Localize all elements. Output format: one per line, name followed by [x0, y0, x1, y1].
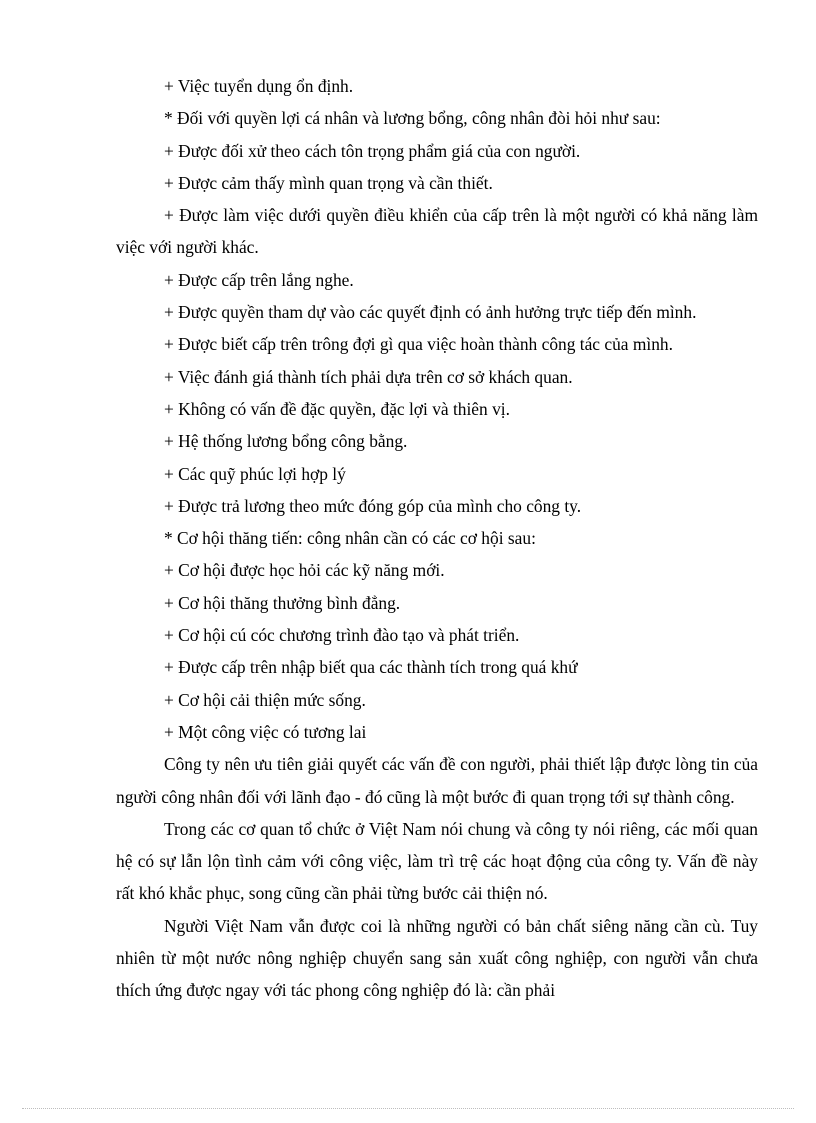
list-item: + Cơ hội được học hỏi các kỹ năng mới. — [164, 560, 445, 581]
list-item: + Được cấp trên nhập biết qua các thành tích trong quá khứ — [164, 657, 578, 678]
section-heading: * Cơ hội thăng tiến: công nhân cần có các cơ hội sau: — [164, 528, 536, 549]
list-item-wrapped: + Được làm việc dưới quyền điều khiển của cấp trên là một người có khả năng làm việc với người khác. — [116, 205, 758, 258]
list-item: + Cơ hội thăng thưởng bình đẳng. — [164, 592, 401, 613]
body-paragraph: Trong các cơ quan tổ chức ở Việt Nam nói chung và công ty nói riêng, các mối quan hệ có sự lẫn lộn tình cảm với công việc, làm trì trệ các hoạt động của công ty. Vấn đề này rất khó khắc phục, song cũng cần phải từng bước cải thiện nó. — [116, 818, 758, 904]
list-item: + Không có vấn đề đặc quyền, đặc lợi và thiên vị. — [164, 398, 510, 419]
document-page — [116, 70, 758, 1007]
page-footer-divider — [22, 1108, 794, 1109]
section-heading: * Đối với quyền lợi cá nhân và lương bổng, công nhân đòi hỏi như sau: — [164, 108, 661, 129]
list-item: + Được trả lương theo mức đóng góp của mình cho công ty. — [164, 495, 582, 516]
body-paragraph: Người Việt Nam vẫn được coi là những người có bản chất siêng năng cần cù. Tuy nhiên từ một nước nông nghiệp chuyển sang sản xuất công nghiệp, con người vẫn chưa thích ứng được ngay với tác phong công nghiệp đó là: cần phải — [116, 915, 758, 1001]
body-paragraph: Công ty nên ưu tiên giải quyết các vấn đề con người, phải thiết lập được lòng tin của người công nhân đối với lãnh đạo - đó cũng là một bước đi quan trọng tới sự thành công. — [116, 754, 758, 807]
list-item: + Một công việc có tương lai — [164, 721, 367, 742]
list-item: + Các quỹ phúc lợi hợp lý — [164, 463, 346, 484]
list-item: + Được quyền tham dự vào các quyết định có ảnh hưởng trực tiếp đến mình. — [164, 302, 697, 323]
list-item: + Cơ hội cải thiện mức sống. — [164, 689, 366, 710]
list-item: + Hệ thống lương bổng công bằng. — [164, 431, 408, 452]
list-item: + Được đối xử theo cách tôn trọng phẩm giá của con người. — [164, 140, 581, 161]
list-item: + Được cấp trên lắng nghe. — [164, 269, 354, 290]
list-item: + Việc tuyển dụng ổn định. — [164, 76, 354, 96]
list-item: + Được biết cấp trên trông đợi gì qua việc hoàn thành công tác của mình. — [164, 334, 673, 355]
list-item: + Được cảm thấy mình quan trọng và cần thiết. — [164, 172, 493, 193]
list-item: + Cơ hội cú cóc chương trình đào tạo và phát triển. — [164, 625, 520, 646]
list-item: + Việc đánh giá thành tích phải dựa trên cơ sở khách quan. — [164, 366, 573, 387]
